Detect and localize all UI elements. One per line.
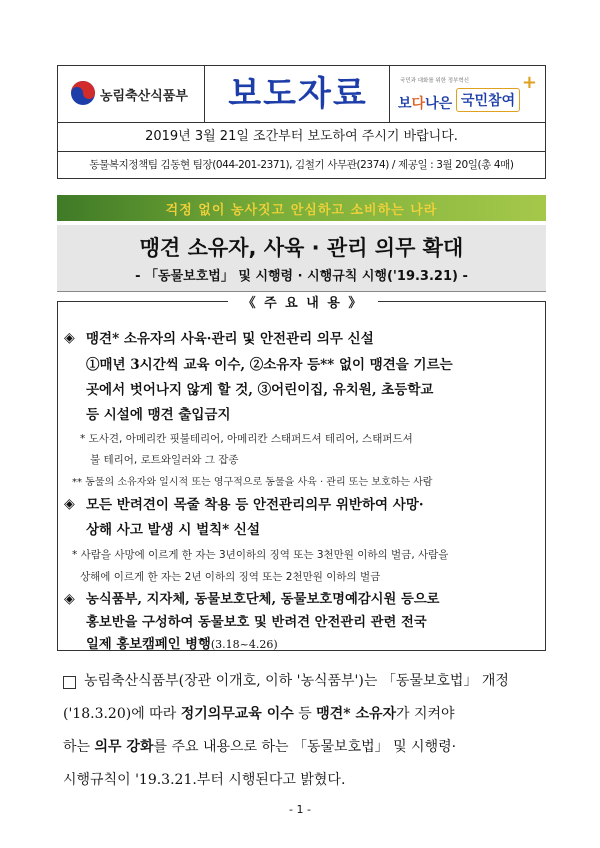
- diamond-bullet-icon: ◈: [64, 591, 75, 607]
- item3-dates: (3.18~4.26): [210, 638, 278, 651]
- press-header: [57, 65, 546, 179]
- item1-footnote: * 도사견, 아메리칸 핏불테리어, 아메리칸 스태퍼드셔 테리어, 스태퍼드셔: [80, 433, 413, 445]
- item2-footnote: 상해에 이르게 한 자는 2년 이하의 징역 또는 2천만원 이하의 벌금: [80, 571, 381, 583]
- item1-footnote-2: ** 동물의 소유자와 일시적 또는 영구적으로 동물을 사육 · 관리 또는 보호하는 사람: [72, 477, 433, 488]
- body-line: ('18.3.20)에 따라 정기의무교육 이수 등 맹견* 소유자가 지켜야: [63, 706, 455, 722]
- campaign-tagline: 국민과 대화를 위한 정부혁신: [400, 78, 470, 84]
- ministry-name: 농림축산식품부: [100, 89, 188, 104]
- slogan-text: 걱정 없이 농사짓고 안심하고 소비하는 나라: [165, 203, 438, 218]
- contact-line: 동물복지정책팀 김동현 팀장(044-201-2371), 김철기 사무관(2374) / 제공일 : 3월 20일(총 4매): [89, 159, 514, 171]
- headline-box: [57, 225, 546, 292]
- headline: 맹견 소유자, 사육 · 관리 의무 확대: [139, 236, 464, 260]
- diamond-bullet-icon: ◈: [64, 496, 75, 512]
- item2-line: 모든 반려견이 목줄 착용 등 안전관리의무 위반하여 사망·: [86, 497, 424, 513]
- item1-footnote: 불 테리어, 로트와일러와 그 잡종: [90, 454, 239, 466]
- item1-line: ①매년 3시간씩 교육 이수, ②소유자 등** 없이 맹견을 기르는: [86, 357, 453, 373]
- item2-footnote: * 사람을 사망에 이르게 한 자는 3년이하의 징역 또는 3천만원 이하의 벌금, 사람을: [72, 549, 449, 561]
- item3-line: 일제 홍보캠페인 병행(3.18~4.26): [86, 637, 278, 652]
- item1-title: 맹견* 소유자의 사육·관리 및 안전관리 의무 신설: [86, 331, 374, 347]
- campaign-logo-text: 보다나은: [398, 96, 453, 112]
- campaign-logo-box: 국민참여: [456, 88, 520, 112]
- item3-line: 농식품부, 지자체, 동물보호단체, 동물보호명예감시원 등으로: [86, 592, 440, 607]
- embargo-line: 2019년 3월 21일 조간부터 보도하여 주시기 바랍니다.: [58, 122, 545, 152]
- slogan-banner: [57, 195, 546, 221]
- campaign-logo-cell: [389, 66, 545, 122]
- diamond-bullet-icon: ◈: [64, 330, 75, 346]
- summary-box: [57, 296, 546, 652]
- page-number: - 1 -: [289, 803, 311, 816]
- press-release-title: 보도자료: [228, 74, 368, 114]
- header-top-row: [58, 66, 545, 123]
- item1-line: 곳에서 벗어나지 않게 할 것, ③어린이집, 유치원, 초등학교: [86, 382, 434, 398]
- subheadline: - 「동물보호법」 및 시행령 · 시행규칙 시행('19.3.21) -: [135, 269, 468, 284]
- item3-line: 홍보반을 구성하여 동물보호 및 반려견 안전관리 관련 전국: [86, 615, 427, 630]
- ministry-logo-cell: [58, 66, 205, 122]
- taegeuk-icon: [70, 80, 96, 106]
- body-line: 농림축산식품부(장관 이개호, 이하 '농식품부')는 「동물보호법」 개정: [84, 673, 509, 689]
- square-bullet-icon: [63, 676, 76, 689]
- item1-line: 등 시설에 맹견 출입금지: [86, 407, 231, 423]
- body-line: 하는 의무 강화를 주요 내용으로 하는 「동물보호법」 및 시행령·: [63, 739, 457, 755]
- summary-heading: 《 주 요 내 용 》: [228, 292, 378, 312]
- plus-icon: +: [521, 72, 537, 93]
- body-line: 시행규칙이 '19.3.21.부터 시행된다고 밝혔다.: [63, 772, 346, 788]
- item2-line: 상해 사고 발생 시 벌칙* 신설: [86, 522, 261, 538]
